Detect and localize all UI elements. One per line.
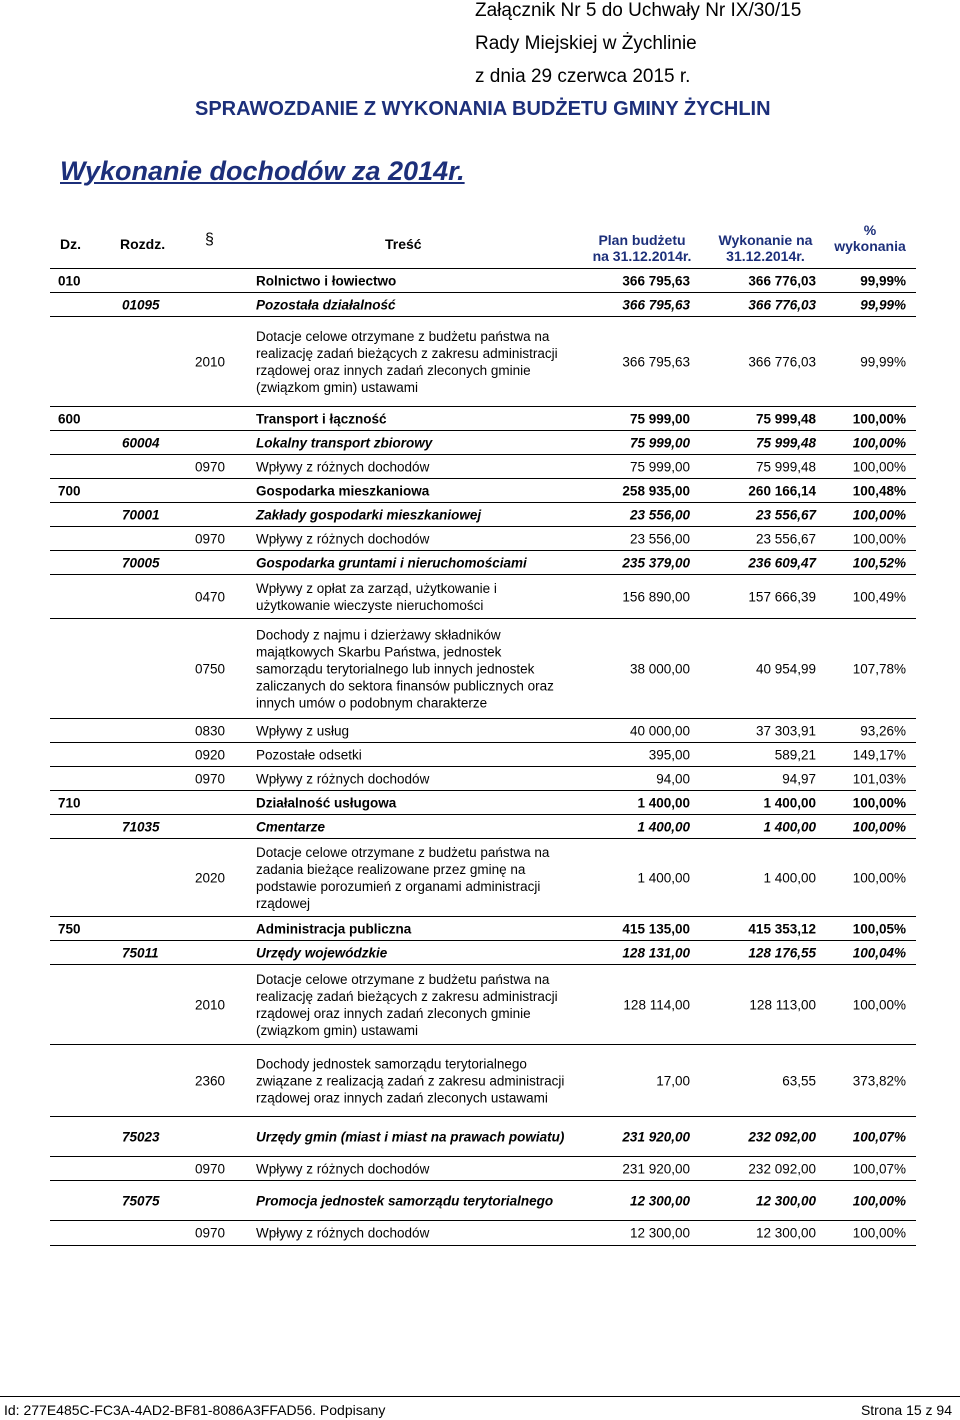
cell-procent: 99,99% — [860, 354, 906, 370]
column-header-dz: Dz. — [60, 236, 81, 252]
cell-procent: 100,04% — [852, 945, 906, 961]
cell-tresc: Promocja jednostek samorządu terytorialnego — [256, 1193, 554, 1209]
table-row — [50, 916, 916, 941]
table-row — [50, 406, 916, 431]
page-number: Strona 15 z 94 — [860, 1402, 952, 1418]
cell-plan: 128 131,00 — [622, 945, 690, 961]
cell-tresc: Urzędy gmin (miast i miast na prawach powiatu) — [256, 1129, 565, 1145]
table-row — [50, 316, 916, 407]
cell-plan: 395,00 — [648, 747, 690, 763]
table-row — [50, 766, 916, 791]
table-row — [50, 814, 916, 839]
cell-procent: 149,17% — [852, 747, 906, 763]
cell-tresc: Urzędy wojewódzkie — [256, 945, 388, 961]
cell-wykonanie: 366 776,03 — [748, 297, 816, 313]
cell-procent: 100,00% — [852, 1193, 906, 1209]
column-header-rozdz: Rozdz. — [120, 236, 166, 252]
cell-procent: 93,26% — [860, 723, 906, 739]
cell-tresc: Wpływy z opłat za zarząd, użytkowanie i użytkowanie wieczyste nieruchomości — [256, 581, 497, 613]
table-row — [50, 526, 916, 551]
document-id: Id: 277E485C-FC3A-4AD2-BF81-8086A3FFAD56. Podpisany — [4, 1402, 386, 1418]
cell-tresc: Rolnictwo i łowiectwo — [256, 273, 397, 289]
cell-wykonanie: 128 176,55 — [748, 945, 816, 961]
cell-plan: 1 400,00 — [637, 870, 690, 886]
cell-tresc: Wpływy z różnych dochodów — [256, 1161, 430, 1177]
cell-plan: 366 795,63 — [622, 354, 690, 370]
cell-procent: 100,07% — [852, 1161, 906, 1177]
table-row — [50, 478, 916, 503]
cell-paragraf: 0470 — [195, 589, 226, 605]
cell-plan: 231 920,00 — [622, 1129, 690, 1145]
cell-tresc: Dotacje celowe otrzymane z budżetu państwa na realizację zadań bieżących z zakresu administracji rządowej oraz innych zadań zleconych gminie (związkom gmin) ustawami — [256, 329, 558, 395]
cell-procent: 100,07% — [852, 1129, 906, 1145]
cell-tresc: Dochody z najmu i dzierżawy składników majątkowych Skarbu Państwa, jednostek samorządu terytorialnego lub innych jednostek zaliczanych do sektora finansów publicznych oraz innych umów o podobnym charakterze — [256, 627, 554, 711]
cell-tresc: Wpływy z różnych dochodów — [256, 531, 430, 547]
cell-plan: 1 400,00 — [637, 819, 690, 835]
cell-plan: 235 379,00 — [622, 555, 690, 571]
cell-tresc: Gospodarka mieszkaniowa — [256, 483, 430, 499]
column-header-plan: Plan budżetu na 31.12.2014r. — [592, 232, 692, 264]
cell-wykonanie: 94,97 — [782, 771, 816, 787]
table-row — [50, 1116, 916, 1157]
table-row — [50, 292, 916, 317]
cell-tresc: Pozostała działalność — [256, 297, 396, 313]
cell-wykonanie: 63,55 — [782, 1073, 816, 1089]
cell-plan: 366 795,63 — [622, 273, 690, 289]
cell-wykonanie: 415 353,12 — [748, 921, 816, 937]
cell-procent: 99,99% — [860, 273, 906, 289]
cell-rozdzial: 75023 — [122, 1129, 160, 1145]
cell-rozdzial: 71035 — [122, 819, 160, 835]
cell-rozdzial: 01095 — [122, 297, 160, 313]
cell-procent: 100,00% — [852, 435, 906, 451]
cell-paragraf: 0920 — [195, 747, 226, 763]
cell-wykonanie: 23 556,67 — [755, 507, 816, 523]
table-row — [50, 964, 916, 1045]
cell-wykonanie: 75 999,48 — [755, 411, 816, 427]
cell-procent: 100,00% — [852, 795, 906, 811]
cell-wykonanie: 589,21 — [774, 747, 816, 763]
cell-wykonanie: 40 954,99 — [755, 661, 816, 677]
cell-procent: 101,03% — [852, 771, 906, 787]
table-row — [50, 574, 916, 619]
cell-procent: 100,00% — [852, 819, 906, 835]
cell-rozdzial: 75011 — [122, 945, 159, 961]
cell-procent: 100,00% — [852, 531, 906, 547]
table-row — [50, 1220, 916, 1246]
cell-rozdzial: 70005 — [122, 555, 160, 571]
cell-rozdzial: 70001 — [122, 507, 160, 523]
cell-paragraf: 0970 — [195, 771, 226, 787]
table-row — [50, 838, 916, 917]
cell-wykonanie: 128 113,00 — [749, 997, 816, 1013]
header-line-2: Rady Miejskiej w Żychlinie — [475, 33, 697, 54]
cell-tresc: Lokalny transport zbiorowy — [256, 435, 433, 451]
report-title: SPRAWOZDANIE Z WYKONANIA BUDŻETU GMINY ŻYCHLIN — [195, 98, 771, 120]
cell-tresc: Wpływy z usług — [256, 723, 350, 739]
table-row — [50, 790, 916, 815]
table-row — [50, 618, 916, 719]
cell-paragraf: 0970 — [195, 531, 226, 547]
table-row — [50, 550, 916, 575]
cell-procent: 100,00% — [852, 459, 906, 475]
column-header-paragraph: § — [205, 231, 214, 248]
cell-paragraf: 0970 — [195, 1161, 226, 1177]
cell-plan: 94,00 — [656, 771, 690, 787]
cell-plan: 366 795,63 — [622, 297, 690, 313]
cell-tresc: Dotacje celowe otrzymane z budżetu państwa na realizację zadań bieżących z zakresu administracji rządowej oraz innych zadań zleconych gminie (związkom gmin) ustawami — [256, 972, 558, 1038]
cell-plan: 258 935,00 — [622, 483, 690, 499]
cell-dzial: 600 — [58, 411, 81, 427]
cell-dzial: 750 — [58, 921, 81, 937]
cell-wykonanie: 232 092,00 — [748, 1161, 816, 1177]
cell-paragraf: 0970 — [195, 1225, 226, 1241]
table-row — [50, 718, 916, 743]
table-row — [50, 1044, 916, 1117]
cell-paragraf: 2010 — [195, 354, 226, 370]
cell-procent: 100,00% — [852, 870, 906, 886]
column-header-wykonanie: Wykonanie na 31.12.2014r. — [718, 232, 813, 264]
cell-procent: 100,00% — [852, 1225, 906, 1241]
cell-procent: 99,99% — [860, 297, 906, 313]
cell-plan: 231 920,00 — [622, 1161, 690, 1177]
cell-tresc: Transport i łączność — [256, 411, 387, 427]
column-header-procent: % wykonania — [834, 222, 906, 254]
header-line-3: z dnia 29 czerwca 2015 r. — [475, 66, 691, 87]
cell-paragraf: 0970 — [195, 459, 226, 475]
cell-procent: 100,00% — [852, 507, 906, 523]
cell-tresc: Dotacje celowe otrzymane z budżetu państwa na zadania bieżące realizowane przez gminę na podstawie porozumień z organami administracji rządowej — [256, 845, 550, 911]
column-header-tresc: Treść — [385, 236, 422, 252]
cell-dzial: 700 — [58, 483, 81, 499]
cell-wykonanie: 12 300,00 — [755, 1225, 816, 1241]
cell-tresc: Cmentarze — [256, 819, 326, 835]
cell-wykonanie: 1 400,00 — [763, 870, 816, 886]
cell-dzial: 010 — [58, 273, 81, 289]
cell-procent: 373,82% — [852, 1073, 906, 1089]
cell-wykonanie: 232 092,00 — [748, 1129, 816, 1145]
cell-wykonanie: 75 999,48 — [755, 435, 816, 451]
cell-plan: 17,00 — [656, 1073, 690, 1089]
cell-plan: 156 890,00 — [622, 589, 690, 605]
cell-procent: 107,78% — [852, 661, 906, 677]
cell-procent: 100,00% — [852, 997, 906, 1013]
cell-paragraf: 0830 — [195, 723, 226, 739]
cell-tresc: Wpływy z różnych dochodów — [256, 459, 430, 475]
cell-wykonanie: 260 166,14 — [748, 483, 816, 499]
table-row — [50, 1180, 916, 1221]
cell-procent: 100,52% — [852, 555, 906, 571]
cell-paragraf: 2020 — [195, 870, 226, 886]
cell-wykonanie: 366 776,03 — [748, 354, 816, 370]
table-row — [50, 268, 916, 293]
cell-wykonanie: 23 556,67 — [755, 531, 816, 547]
report-subtitle: Wykonanie dochodów za 2014r. — [60, 156, 465, 186]
table-row — [50, 502, 916, 527]
cell-plan: 415 135,00 — [622, 921, 690, 937]
cell-tresc: Wpływy z różnych dochodów — [256, 771, 430, 787]
cell-wykonanie: 157 666,39 — [748, 589, 816, 605]
cell-wykonanie: 1 400,00 — [763, 795, 816, 811]
cell-paragraf: 0750 — [195, 661, 226, 677]
cell-procent: 100,48% — [852, 483, 906, 499]
cell-plan: 1 400,00 — [637, 795, 690, 811]
cell-plan: 75 999,00 — [629, 459, 690, 475]
cell-procent: 100,00% — [852, 411, 906, 427]
cell-tresc: Wpływy z różnych dochodów — [256, 1225, 430, 1241]
table-row — [50, 1156, 916, 1181]
cell-wykonanie: 12 300,00 — [755, 1193, 816, 1209]
cell-wykonanie: 236 609,47 — [748, 555, 816, 571]
header-line-1: Załącznik Nr 5 do Uchwały Nr IX/30/15 — [475, 0, 802, 21]
cell-wykonanie: 37 303,91 — [755, 723, 816, 739]
cell-plan: 38 000,00 — [629, 661, 690, 677]
cell-tresc: Zakłady gospodarki mieszkaniowej — [256, 507, 482, 523]
cell-wykonanie: 366 776,03 — [748, 273, 816, 289]
cell-wykonanie: 75 999,48 — [755, 459, 816, 475]
cell-plan: 12 300,00 — [629, 1225, 690, 1241]
table-row — [50, 430, 916, 455]
cell-plan: 23 556,00 — [629, 531, 690, 547]
cell-plan: 23 556,00 — [629, 507, 690, 523]
page-footer — [0, 1396, 960, 1420]
cell-plan: 128 114,00 — [623, 997, 690, 1013]
cell-plan: 75 999,00 — [629, 411, 690, 427]
cell-rozdzial: 75075 — [122, 1193, 160, 1209]
table-row — [50, 742, 916, 767]
cell-wykonanie: 1 400,00 — [763, 819, 816, 835]
cell-tresc: Pozostałe odsetki — [256, 747, 362, 763]
cell-paragraf: 2010 — [195, 997, 226, 1013]
cell-dzial: 710 — [58, 795, 81, 811]
cell-tresc: Administracja publiczna — [256, 921, 412, 937]
cell-tresc: Dochody jednostek samorządu terytorialnego związane z realizacją zadań z zakresu administracji rządowej oraz innych zadań zleconych ustawami — [256, 1056, 565, 1106]
cell-rozdzial: 60004 — [122, 435, 160, 451]
cell-procent: 100,05% — [852, 921, 906, 937]
cell-tresc: Gospodarka gruntami i nieruchomościami — [256, 555, 527, 571]
cell-paragraf: 2360 — [195, 1073, 226, 1089]
cell-procent: 100,49% — [852, 589, 906, 605]
table-row — [50, 940, 916, 965]
cell-tresc: Działalność usługowa — [256, 795, 397, 811]
table-row — [50, 454, 916, 479]
cell-plan: 75 999,00 — [629, 435, 690, 451]
cell-plan: 12 300,00 — [629, 1193, 690, 1209]
cell-plan: 40 000,00 — [629, 723, 690, 739]
